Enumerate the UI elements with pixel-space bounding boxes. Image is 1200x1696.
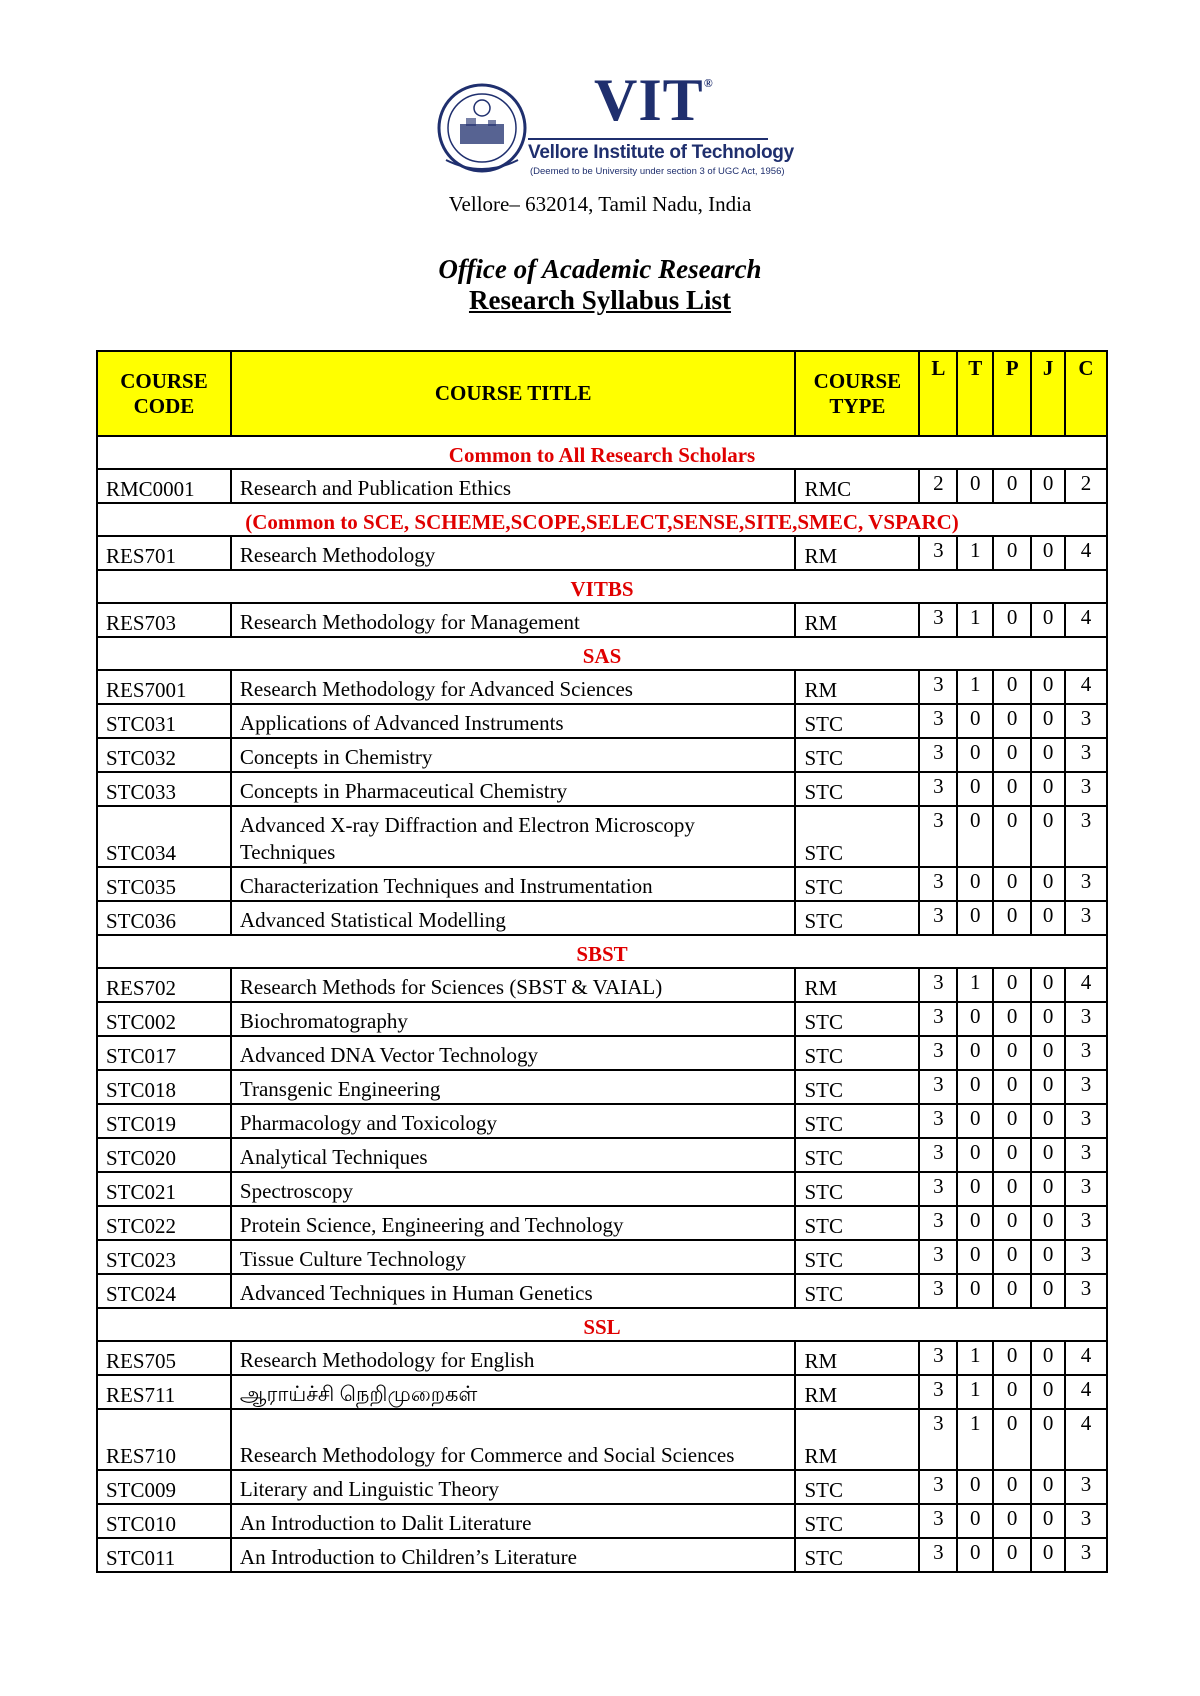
credit-c: 4 <box>1065 1409 1107 1470</box>
credit-t: 0 <box>957 1470 993 1504</box>
credit-c: 3 <box>1065 1036 1107 1070</box>
credit-c: 3 <box>1065 1274 1107 1308</box>
credit-p: 0 <box>993 1172 1031 1206</box>
course-type: RMC <box>795 469 919 503</box>
credit-c: 3 <box>1065 1172 1107 1206</box>
course-type: STC <box>795 1538 919 1572</box>
course-title: Research Methodology <box>231 536 796 570</box>
course-code: STC021 <box>97 1172 231 1206</box>
course-title: Tissue Culture Technology <box>231 1240 796 1274</box>
course-type: STC <box>795 1274 919 1308</box>
credit-c: 3 <box>1065 1206 1107 1240</box>
table-row <box>97 536 1107 570</box>
section-row <box>97 436 1107 469</box>
credit-t: 0 <box>957 772 993 806</box>
credit-t: 0 <box>957 1172 993 1206</box>
table-row <box>97 1036 1107 1070</box>
section-heading: SSL <box>97 1308 1107 1341</box>
credit-c: 3 <box>1065 1104 1107 1138</box>
course-code: RES7001 <box>97 670 231 704</box>
course-title: Concepts in Chemistry <box>231 738 796 772</box>
credit-p: 0 <box>993 901 1031 935</box>
credit-c: 3 <box>1065 1240 1107 1274</box>
credit-t: 1 <box>957 968 993 1002</box>
credit-p: 0 <box>993 1240 1031 1274</box>
course-code: RMC0001 <box>97 469 231 503</box>
credit-t: 0 <box>957 1206 993 1240</box>
course-type: STC <box>795 806 919 867</box>
table-row <box>97 806 1107 867</box>
table-row <box>97 1409 1107 1470</box>
credit-c: 3 <box>1065 1138 1107 1172</box>
table-row <box>97 1274 1107 1308</box>
credit-t: 0 <box>957 1240 993 1274</box>
course-title: Analytical Techniques <box>231 1138 796 1172</box>
deemed-note: (Deemed to be University under section 3 of UGC Act, 1956) <box>530 166 785 177</box>
table-row <box>97 1504 1107 1538</box>
col-c: C <box>1065 351 1107 436</box>
syllabus-table <box>96 350 1108 1573</box>
credit-l: 3 <box>919 806 957 867</box>
section-heading: (Common to SCE, SCHEME,SCOPE,SELECT,SENSE,SITE,SMEC, VSPARC) <box>97 503 1107 536</box>
credit-p: 0 <box>993 738 1031 772</box>
credit-p: 0 <box>993 806 1031 867</box>
course-type: STC <box>795 1240 919 1274</box>
credit-p: 0 <box>993 1375 1031 1409</box>
course-title: Literary and Linguistic Theory <box>231 1470 796 1504</box>
course-title: An Introduction to Dalit Literature <box>231 1504 796 1538</box>
course-title: Research Methods for Sciences (SBST & VAIAL) <box>231 968 796 1002</box>
credit-t: 0 <box>957 1274 993 1308</box>
table-row <box>97 670 1107 704</box>
credit-t: 0 <box>957 806 993 867</box>
credit-j: 0 <box>1031 1240 1065 1274</box>
table-row <box>97 1002 1107 1036</box>
table-body <box>97 436 1107 1572</box>
credit-p: 0 <box>993 1036 1031 1070</box>
address: Vellore– 632014, Tamil Nadu, India <box>448 192 752 216</box>
credit-l: 3 <box>919 1070 957 1104</box>
table-row <box>97 738 1107 772</box>
course-code: RES702 <box>97 968 231 1002</box>
credit-c: 4 <box>1065 536 1107 570</box>
table-row <box>97 901 1107 935</box>
section-heading: Common to All Research Scholars <box>97 436 1107 469</box>
credit-j: 0 <box>1031 772 1065 806</box>
course-title: Advanced Statistical Modelling <box>231 901 796 935</box>
course-title: An Introduction to Children’s Literature <box>231 1538 796 1572</box>
course-type: RM <box>795 1409 919 1470</box>
credit-p: 0 <box>993 968 1031 1002</box>
course-type: STC <box>795 1036 919 1070</box>
credit-l: 3 <box>919 536 957 570</box>
credit-c: 4 <box>1065 1341 1107 1375</box>
credit-t: 1 <box>957 1409 993 1470</box>
credit-l: 3 <box>919 968 957 1002</box>
table-row <box>97 1206 1107 1240</box>
course-code: STC010 <box>97 1504 231 1538</box>
course-title: Research Methodology for Advanced Sciences <box>231 670 796 704</box>
course-type: RM <box>795 670 919 704</box>
credit-c: 3 <box>1065 738 1107 772</box>
course-title: Characterization Techniques and Instrumentation <box>231 867 796 901</box>
course-code: STC033 <box>97 772 231 806</box>
credit-p: 0 <box>993 1409 1031 1470</box>
credit-t: 0 <box>957 469 993 503</box>
office-title: Office of Academic Research <box>438 254 762 284</box>
table-row <box>97 469 1107 503</box>
credit-t: 1 <box>957 1375 993 1409</box>
credit-c: 3 <box>1065 772 1107 806</box>
course-title: Spectroscopy <box>231 1172 796 1206</box>
credit-p: 0 <box>993 1274 1031 1308</box>
course-title: Research and Publication Ethics <box>231 469 796 503</box>
credit-c: 3 <box>1065 1470 1107 1504</box>
credit-l: 3 <box>919 901 957 935</box>
course-title: Applications of Advanced Instruments <box>231 704 796 738</box>
course-title: Advanced Techniques in Human Genetics <box>231 1274 796 1308</box>
credit-l: 3 <box>919 670 957 704</box>
course-code: RES711 <box>97 1375 231 1409</box>
course-type: STC <box>795 1070 919 1104</box>
credit-l: 3 <box>919 1274 957 1308</box>
credit-l: 3 <box>919 1375 957 1409</box>
course-type: STC <box>795 1172 919 1206</box>
course-type: STC <box>795 1206 919 1240</box>
credit-c: 4 <box>1065 1375 1107 1409</box>
credit-t: 0 <box>957 1002 993 1036</box>
credit-c: 4 <box>1065 603 1107 637</box>
col-course-type: COURSE TYPE <box>795 351 919 436</box>
credit-p: 0 <box>993 536 1031 570</box>
credit-j: 0 <box>1031 1375 1065 1409</box>
section-heading: VITBS <box>97 570 1107 603</box>
credit-l: 3 <box>919 1504 957 1538</box>
credit-c: 3 <box>1065 704 1107 738</box>
credit-j: 0 <box>1031 1070 1065 1104</box>
course-title: Protein Science, Engineering and Technology <box>231 1206 796 1240</box>
table-header-row <box>97 351 1107 436</box>
credit-l: 3 <box>919 1470 957 1504</box>
credit-c: 4 <box>1065 670 1107 704</box>
credit-c: 3 <box>1065 1070 1107 1104</box>
course-type: RM <box>795 1341 919 1375</box>
credit-p: 0 <box>993 1341 1031 1375</box>
credit-c: 4 <box>1065 968 1107 1002</box>
course-code: STC011 <box>97 1538 231 1572</box>
col-l: L <box>919 351 957 436</box>
course-title: Pharmacology and Toxicology <box>231 1104 796 1138</box>
credit-l: 3 <box>919 603 957 637</box>
credit-t: 0 <box>957 1504 993 1538</box>
course-title: Transgenic Engineering <box>231 1070 796 1104</box>
page-title: Research Syllabus List <box>468 285 732 315</box>
course-code: RES701 <box>97 536 231 570</box>
credit-j: 0 <box>1031 1138 1065 1172</box>
credit-l: 2 <box>919 469 957 503</box>
course-title: Research Methodology for Management <box>231 603 796 637</box>
credit-l: 3 <box>919 1002 957 1036</box>
table-row <box>97 1341 1107 1375</box>
credit-p: 0 <box>993 1138 1031 1172</box>
credit-l: 3 <box>919 1138 957 1172</box>
credit-p: 0 <box>993 772 1031 806</box>
course-code: STC017 <box>97 1036 231 1070</box>
course-code: STC036 <box>97 901 231 935</box>
course-type: STC <box>795 901 919 935</box>
course-code: STC035 <box>97 867 231 901</box>
credit-j: 0 <box>1031 536 1065 570</box>
credit-p: 0 <box>993 670 1031 704</box>
credit-j: 0 <box>1031 867 1065 901</box>
course-type: STC <box>795 1504 919 1538</box>
credit-l: 3 <box>919 704 957 738</box>
table-row <box>97 1172 1107 1206</box>
table-row <box>97 1470 1107 1504</box>
credit-l: 3 <box>919 738 957 772</box>
credit-l: 3 <box>919 1172 957 1206</box>
col-p: P <box>993 351 1031 436</box>
course-title: Research Methodology for Commerce and Social Sciences <box>231 1409 796 1470</box>
credit-p: 0 <box>993 1470 1031 1504</box>
credit-l: 3 <box>919 1036 957 1070</box>
course-type: RM <box>795 603 919 637</box>
section-row <box>97 570 1107 603</box>
credit-c: 3 <box>1065 1002 1107 1036</box>
credit-p: 0 <box>993 867 1031 901</box>
course-type: STC <box>795 738 919 772</box>
course-type: STC <box>795 704 919 738</box>
course-code: STC022 <box>97 1206 231 1240</box>
course-type: STC <box>795 1104 919 1138</box>
course-title: Research Methodology for English <box>231 1341 796 1375</box>
institute-name: Vellore Institute of Technology <box>528 142 794 163</box>
logo-wordmark: VIT® <box>594 67 714 133</box>
course-type: RM <box>795 536 919 570</box>
credit-j: 0 <box>1031 704 1065 738</box>
credit-t: 0 <box>957 901 993 935</box>
credit-p: 0 <box>993 469 1031 503</box>
section-row <box>97 637 1107 670</box>
credit-t: 1 <box>957 603 993 637</box>
course-code: RES703 <box>97 603 231 637</box>
course-title: Concepts in Pharmaceutical Chemistry <box>231 772 796 806</box>
credit-t: 0 <box>957 867 993 901</box>
course-title: Advanced X-ray Diffraction and Electron Microscopy Techniques <box>231 806 796 867</box>
course-code: RES705 <box>97 1341 231 1375</box>
vit-logo <box>436 67 794 180</box>
credit-l: 3 <box>919 867 957 901</box>
course-type: RM <box>795 1375 919 1409</box>
col-t: T <box>957 351 993 436</box>
course-code: STC031 <box>97 704 231 738</box>
credit-l: 3 <box>919 1341 957 1375</box>
credit-j: 0 <box>1031 901 1065 935</box>
logo-rule <box>528 138 768 140</box>
table-row <box>97 1538 1107 1572</box>
credit-l: 3 <box>919 772 957 806</box>
credit-l: 3 <box>919 1240 957 1274</box>
credit-t: 0 <box>957 1138 993 1172</box>
credit-t: 0 <box>957 738 993 772</box>
course-code: RES710 <box>97 1409 231 1470</box>
course-code: STC019 <box>97 1104 231 1138</box>
credit-t: 0 <box>957 1538 993 1572</box>
credit-j: 0 <box>1031 1172 1065 1206</box>
table-row <box>97 1240 1107 1274</box>
credit-j: 0 <box>1031 968 1065 1002</box>
table-row <box>97 603 1107 637</box>
credit-p: 0 <box>993 1070 1031 1104</box>
credit-j: 0 <box>1031 1104 1065 1138</box>
credit-j: 0 <box>1031 670 1065 704</box>
course-code: STC034 <box>97 806 231 867</box>
table-row <box>97 1138 1107 1172</box>
credit-t: 1 <box>957 536 993 570</box>
credit-j: 0 <box>1031 1409 1065 1470</box>
course-code: STC020 <box>97 1138 231 1172</box>
table-row <box>97 867 1107 901</box>
credit-j: 0 <box>1031 1341 1065 1375</box>
col-j: J <box>1031 351 1065 436</box>
credit-t: 0 <box>957 704 993 738</box>
course-type: STC <box>795 1002 919 1036</box>
credit-j: 0 <box>1031 806 1065 867</box>
credit-p: 0 <box>993 1538 1031 1572</box>
course-code: STC018 <box>97 1070 231 1104</box>
col-course-code: COURSE CODE <box>97 351 231 436</box>
credit-j: 0 <box>1031 1036 1065 1070</box>
university-seal-icon <box>436 82 528 174</box>
section-row <box>97 1308 1107 1341</box>
course-code: STC002 <box>97 1002 231 1036</box>
credit-c: 3 <box>1065 867 1107 901</box>
credit-c: 3 <box>1065 901 1107 935</box>
credit-c: 3 <box>1065 806 1107 867</box>
credit-j: 0 <box>1031 1470 1065 1504</box>
course-title: Biochromatography <box>231 1002 796 1036</box>
section-heading: SAS <box>97 637 1107 670</box>
credit-p: 0 <box>993 704 1031 738</box>
credit-t: 1 <box>957 1341 993 1375</box>
credit-l: 3 <box>919 1206 957 1240</box>
section-heading: SBST <box>97 935 1107 968</box>
course-type: STC <box>795 1138 919 1172</box>
course-type: STC <box>795 867 919 901</box>
credit-c: 3 <box>1065 1538 1107 1572</box>
course-code: STC024 <box>97 1274 231 1308</box>
table-row <box>97 1104 1107 1138</box>
credit-j: 0 <box>1031 603 1065 637</box>
col-course-title: COURSE TITLE <box>231 351 796 436</box>
table-row <box>97 772 1107 806</box>
credit-l: 3 <box>919 1104 957 1138</box>
course-title: Advanced DNA Vector Technology <box>231 1036 796 1070</box>
section-row <box>97 935 1107 968</box>
credit-t: 0 <box>957 1070 993 1104</box>
credit-l: 3 <box>919 1538 957 1572</box>
credit-c: 3 <box>1065 1504 1107 1538</box>
credit-c: 2 <box>1065 469 1107 503</box>
credit-l: 3 <box>919 1409 957 1470</box>
course-type: STC <box>795 1470 919 1504</box>
credit-t: 0 <box>957 1036 993 1070</box>
course-type: RM <box>795 968 919 1002</box>
credit-j: 0 <box>1031 1206 1065 1240</box>
table-row <box>97 968 1107 1002</box>
credit-j: 0 <box>1031 1274 1065 1308</box>
course-title: ஆராய்ச்சி நெறிமுறைகள் <box>231 1375 796 1409</box>
table-row <box>97 1070 1107 1104</box>
credit-j: 0 <box>1031 1538 1065 1572</box>
section-row <box>97 503 1107 536</box>
course-type: STC <box>795 772 919 806</box>
table-row <box>97 704 1107 738</box>
credit-p: 0 <box>993 1002 1031 1036</box>
table-row <box>97 1375 1107 1409</box>
credit-p: 0 <box>993 1206 1031 1240</box>
credit-p: 0 <box>993 1504 1031 1538</box>
credit-j: 0 <box>1031 1002 1065 1036</box>
course-code: STC032 <box>97 738 231 772</box>
credit-p: 0 <box>993 603 1031 637</box>
credit-t: 1 <box>957 670 993 704</box>
credit-j: 0 <box>1031 1504 1065 1538</box>
credit-j: 0 <box>1031 469 1065 503</box>
credit-j: 0 <box>1031 738 1065 772</box>
course-code: STC009 <box>97 1470 231 1504</box>
credit-p: 0 <box>993 1104 1031 1138</box>
course-code: STC023 <box>97 1240 231 1274</box>
credit-t: 0 <box>957 1104 993 1138</box>
